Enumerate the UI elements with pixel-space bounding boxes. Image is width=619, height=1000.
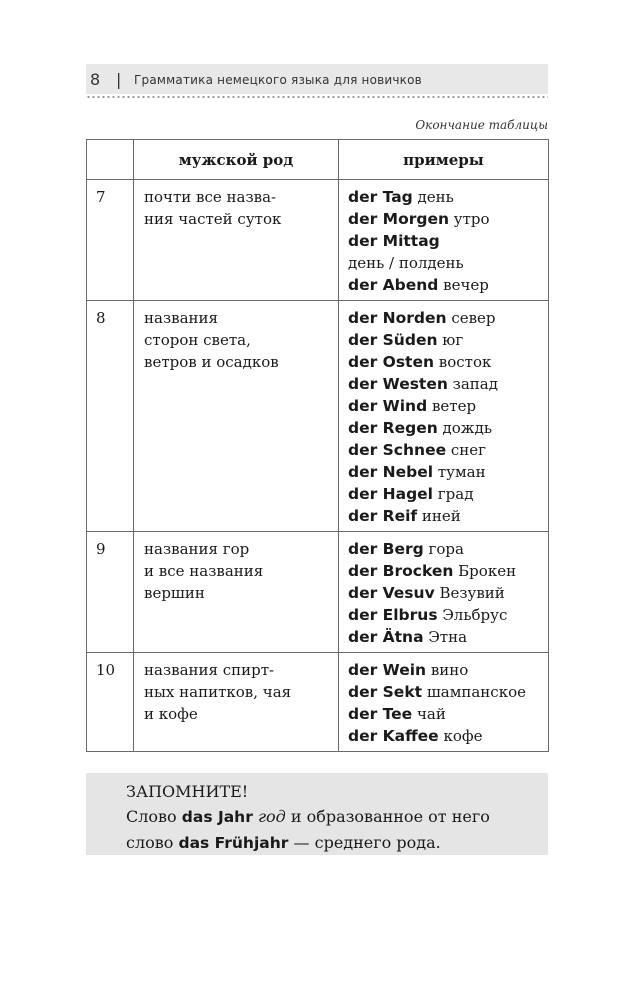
text-fragment: и образованное от него bbox=[285, 807, 490, 826]
row-description bbox=[134, 301, 339, 532]
grammar-table bbox=[86, 139, 549, 752]
example-line bbox=[348, 373, 548, 395]
description-line: почти все назва- bbox=[144, 188, 277, 206]
german-word: der Berg bbox=[348, 540, 424, 558]
column-header-number bbox=[87, 140, 134, 180]
description-line: названия bbox=[144, 309, 218, 327]
german-word: der Elbrus bbox=[348, 606, 438, 624]
remember-line-1 bbox=[126, 804, 490, 830]
description-line: сторон света, bbox=[144, 331, 251, 349]
german-word: der Westen bbox=[348, 375, 448, 393]
german-word: der Schnee bbox=[348, 441, 447, 459]
russian-translation: вечер bbox=[438, 276, 489, 294]
row-examples bbox=[339, 301, 549, 532]
example-line bbox=[348, 329, 548, 351]
russian-translation: юг bbox=[437, 331, 464, 349]
german-word: der Tag bbox=[348, 188, 413, 206]
example-line bbox=[348, 230, 548, 252]
german-word: der Brocken bbox=[348, 562, 454, 580]
russian-translation: север bbox=[446, 309, 496, 327]
russian-translation: день bbox=[412, 188, 454, 206]
remember-line-2 bbox=[126, 830, 490, 856]
german-word: der Süden bbox=[348, 331, 438, 349]
example-line bbox=[348, 659, 548, 681]
header-dotted-rule bbox=[86, 94, 548, 100]
russian-translation: день / полдень bbox=[348, 254, 464, 272]
german-word: der Wind bbox=[348, 397, 428, 415]
russian-translation: кофе bbox=[438, 727, 483, 745]
row-number: 9 bbox=[87, 532, 134, 653]
row-description bbox=[134, 532, 339, 653]
page-number: 8 bbox=[90, 70, 101, 89]
example-line bbox=[348, 351, 548, 373]
row-description bbox=[134, 180, 339, 301]
german-word: der Tee bbox=[348, 705, 413, 723]
row-number: 8 bbox=[87, 301, 134, 532]
german-word: das Frühjahr bbox=[178, 834, 289, 852]
table-caption: Окончание таблицы bbox=[415, 118, 548, 132]
german-word: der Ätna bbox=[348, 628, 424, 646]
german-word: der Hagel bbox=[348, 485, 434, 503]
german-word: der Sekt bbox=[348, 683, 423, 701]
example-line bbox=[348, 417, 548, 439]
german-word: der Abend bbox=[348, 276, 439, 294]
example-line bbox=[348, 604, 548, 626]
german-word: der Nebel bbox=[348, 463, 434, 481]
german-word: der Vesuv bbox=[348, 584, 435, 602]
example-line bbox=[348, 307, 548, 329]
table-row bbox=[87, 301, 549, 532]
text-fragment: слово bbox=[126, 833, 179, 852]
german-word: der Osten bbox=[348, 353, 435, 371]
running-header bbox=[86, 64, 548, 94]
example-line bbox=[348, 274, 548, 296]
example-line bbox=[348, 560, 548, 582]
german-word: der Kaffee bbox=[348, 727, 439, 745]
example-line bbox=[348, 395, 548, 417]
remember-heading: ЗАПОМНИТЕ! bbox=[126, 782, 249, 801]
example-line bbox=[348, 538, 548, 560]
russian-translation: запад bbox=[447, 375, 498, 393]
russian-translation: дождь bbox=[437, 419, 492, 437]
russian-translation: Брокен bbox=[453, 562, 517, 580]
row-examples bbox=[339, 180, 549, 301]
example-line bbox=[348, 681, 548, 703]
russian-translation: шампанское bbox=[422, 683, 526, 701]
row-number: 7 bbox=[87, 180, 134, 301]
column-header-masculine: мужской род bbox=[134, 140, 339, 180]
description-line: ния частей суток bbox=[144, 210, 282, 228]
description-line: и все названия bbox=[144, 562, 264, 580]
header-separator: | bbox=[116, 70, 122, 89]
column-header-examples: примеры bbox=[339, 140, 549, 180]
example-line bbox=[348, 505, 548, 527]
russian-translation: восток bbox=[434, 353, 492, 371]
description-line: вершин bbox=[144, 584, 205, 602]
row-number: 10 bbox=[87, 653, 134, 752]
german-word: der Wein bbox=[348, 661, 427, 679]
translation-italic: год bbox=[252, 807, 286, 826]
text-fragment: Слово bbox=[126, 807, 182, 826]
russian-translation: Эльбрус bbox=[437, 606, 508, 624]
example-line bbox=[348, 703, 548, 725]
example-line bbox=[348, 483, 548, 505]
russian-translation: ветер bbox=[427, 397, 477, 415]
remember-box bbox=[86, 773, 548, 855]
german-word: der Mittag bbox=[348, 232, 440, 250]
example-line bbox=[348, 626, 548, 648]
example-line bbox=[348, 186, 548, 208]
table-header-row bbox=[87, 140, 549, 180]
german-word: der Reif bbox=[348, 507, 418, 525]
table-row bbox=[87, 653, 549, 752]
example-line bbox=[348, 461, 548, 483]
russian-translation: утро bbox=[449, 210, 490, 228]
book-title: Грамматика немецкого языка для новичков bbox=[134, 73, 422, 87]
example-line bbox=[348, 725, 548, 747]
description-line: названия спирт- bbox=[144, 661, 275, 679]
example-line bbox=[348, 439, 548, 461]
russian-translation: вино bbox=[426, 661, 469, 679]
example-line bbox=[348, 208, 548, 230]
row-description bbox=[134, 653, 339, 752]
german-word: der Morgen bbox=[348, 210, 450, 228]
table-row bbox=[87, 532, 549, 653]
german-word: der Regen bbox=[348, 419, 438, 437]
example-line bbox=[348, 252, 548, 274]
russian-translation: Везувий bbox=[434, 584, 505, 602]
russian-translation: снег bbox=[446, 441, 486, 459]
russian-translation: чай bbox=[412, 705, 446, 723]
description-line: ветров и осадков bbox=[144, 353, 279, 371]
table-row bbox=[87, 180, 549, 301]
row-examples bbox=[339, 653, 549, 752]
german-word: das Jahr bbox=[181, 808, 253, 826]
russian-translation: туман bbox=[433, 463, 486, 481]
russian-translation: град bbox=[433, 485, 474, 503]
russian-translation: гора bbox=[423, 540, 464, 558]
description-line: и кофе bbox=[144, 705, 198, 723]
description-line: названия гор bbox=[144, 540, 250, 558]
description-line: ных напитков, чая bbox=[144, 683, 292, 701]
row-examples bbox=[339, 532, 549, 653]
russian-translation: Этна bbox=[423, 628, 468, 646]
russian-translation: иней bbox=[417, 507, 461, 525]
german-word: der Norden bbox=[348, 309, 447, 327]
text-fragment: — среднего рода. bbox=[288, 833, 441, 852]
example-line bbox=[348, 582, 548, 604]
